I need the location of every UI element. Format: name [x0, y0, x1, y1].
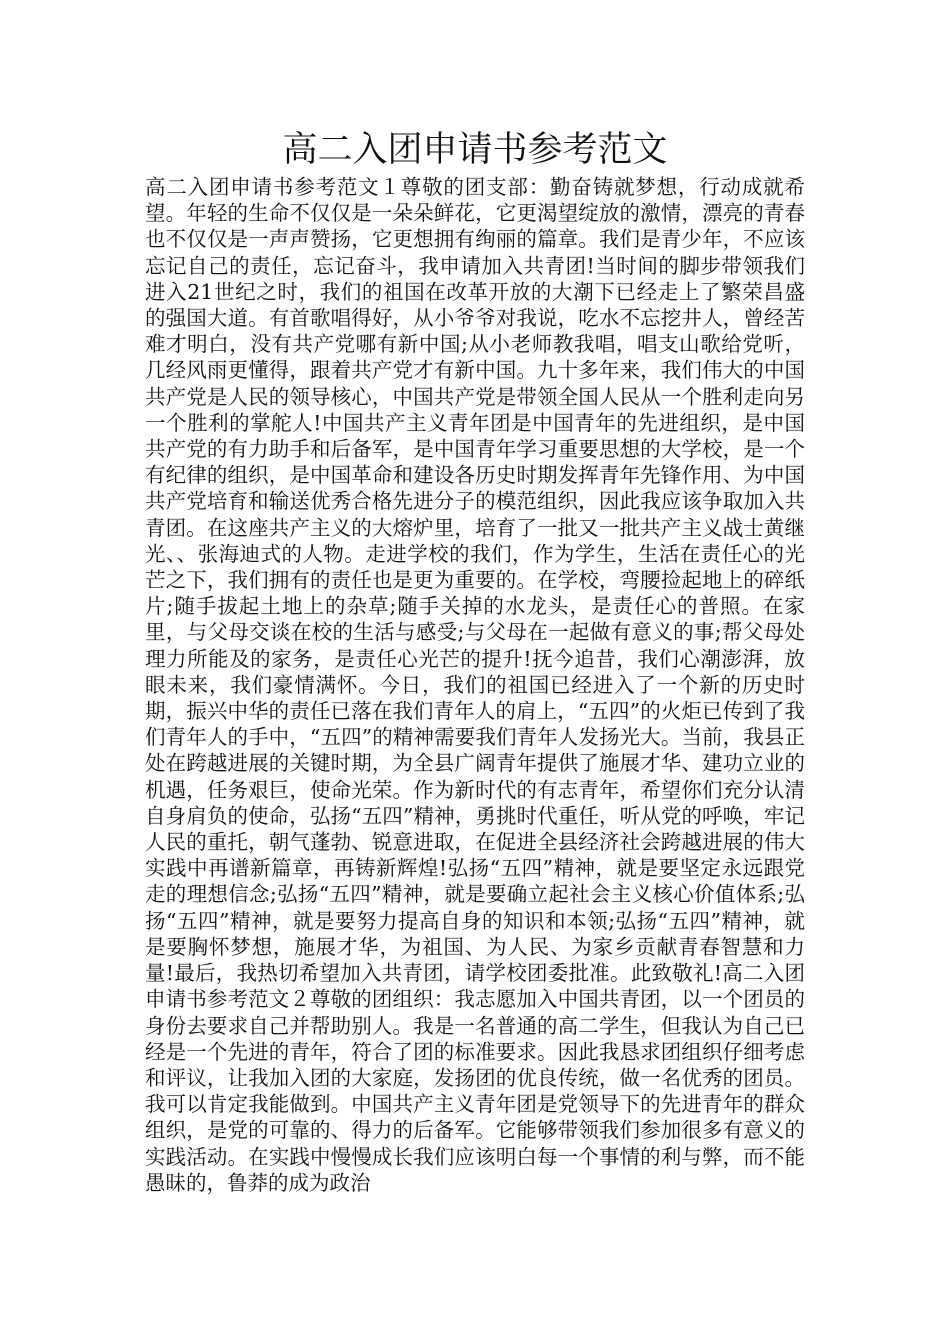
- document-body: 高二入团申请书参考范文１尊敬的团支部：勤奋铸就梦想，行动成就希望。年轻的生命不仅仅是一朵朵鲜花，它更渴望绽放的激情，漂亮的青春也不仅仅是一声声赞扬，它更想拥有绚丽的篇章。我们是青少年，不应该忘记自己的责任，忘记奋斗，我申请加入共青团!当时间的脚步带领我们进入21世纪之时，我们的祖国在改革开放的大潮下已经走上了繁荣昌盛的强国大道。有首歌唱得好，从小爷爷对我说，吃水不忘挖井人，曾经苦难才明白，没有共产党哪有新中国;从小老师教我唱，唱支山歌给党听，几经风雨更懂得，跟着共产党才有新中国。九十多年来，我们伟大的中国共产党是人民的领导核心，中国共产党是带领全国人民从一个胜利走向另一个胜利的掌舵人!中国共产主义青年团是中国青年的先进组织，是中国共产党的有力助手和后备军，是中国青年学习重要思想的大学校，是一个有纪律的组织，是中国革命和建设各历史时期发挥青年先锋作用、为中国共产党培育和输送优秀合格先进分子的模范组织，因此我应该争取加入共青团。在这座共产主义的大熔炉里，培育了一批又一批共产主义战士黄继光、、张海迪式的人物。走进学校的我们，作为学生，生活在责任心的光芒之下，我们拥有的责任也是更为重要的。在学校，弯腰捡起地上的碎纸片;随手拔起土地上的杂草;随手关掉的水龙头，是责任心的普照。在家里，与父母交谈在校的生活与感受;与父母在一起做有意义的事;帮父母处理力所能及的家务，是责任心光芒的提升!抚今追昔，我们心潮澎湃，放眼未来，我们豪情满怀。今日，我们的祖国已经进入了一个新的历史时期，振兴中华的责任已落在我们青年人的肩上，“五四”的火炬已传到了我们青年人的手中，“五四”的精神需要我们青年人发扬光大。当前，我县正处在跨越进展的关键时期，为全县广阔青年提供了施展才华、建功立业的机遇，任务艰巨，使命光荣。作为新时代的有志青年，希望你们充分认清自身肩负的使命，弘扬“五四”精神，勇挑时代重任，听从党的呼唤，牢记人民的重托，朝气蓬勃、锐意进取，在促进全县经济社会跨越进展的伟大实践中再谱新篇章，再铸新辉煌!弘扬“五四”精神，就是要坚定永远跟党走的理想信念;弘扬“五四”精神，就是要确立起社会主义核心价值体系;弘扬“五四”精神，就是要努力提高自身的知识和本领;弘扬“五四”精神，就是要胸怀梦想，施展才华，为祖国、为人民、为家乡贡献青春智慧和力量!最后，我热切希望加入共青团，请学校团委批准。此致敬礼!高二入团申请书参考范文２尊敬的团组织：我志愿加入中国共青团，以一个团员的身份去要求自己并帮助别人。我是一名普通的高二学生，但我认为自己已经是一个先进的青年，符合了团的标准要求。因此我恳求团组织仔细考虑和评议，让我加入团的大家庭，发扬团的优良传统，做一名优秀的团员。我可以肯定我能做到。中国共产主义青年团是党领导下的先进青年的群众组织，是党的可靠的、得力的后备军。它能够带领我们参加很多有意义的实践活动。在实践中慢慢成长我们应该明白每一个事情的利与弊，而不能愚昧的，鲁莽的成为政治: [145, 175, 805, 1195]
- document-title: 高二入团申请书参考范文: [282, 130, 668, 170]
